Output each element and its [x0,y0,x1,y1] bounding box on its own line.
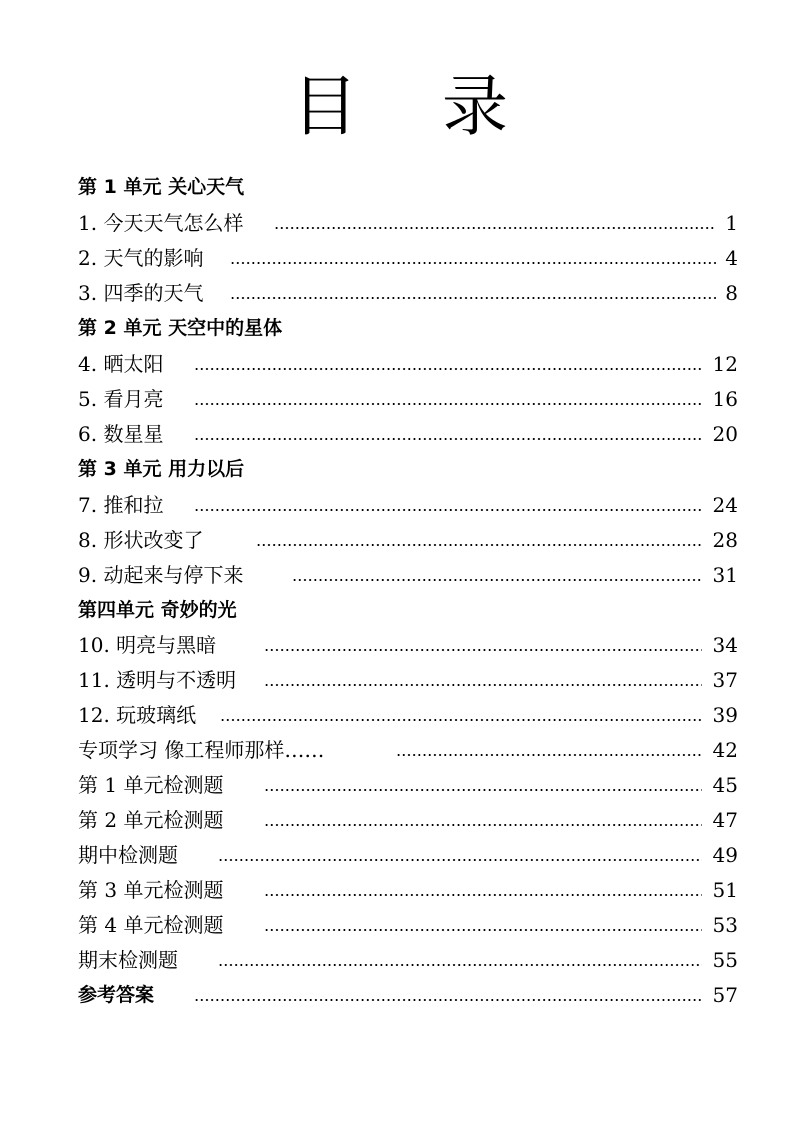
dotted-leader [194,438,702,440]
toc-unit-heading-1 [78,172,738,202]
toc-entry-2[interactable] [78,243,738,273]
dotted-leader [256,544,702,546]
toc-page-number: 55 [712,948,738,972]
toc-heading-label: 第 1 单元 关心天气 [78,176,245,198]
toc-entry-label: 参考答案 [78,984,155,1006]
dotted-leader [264,929,702,931]
toc-entry-label: 4. 晒太阳 [78,352,164,376]
toc-page-number: 37 [712,668,738,692]
toc-entry-label: 2. 天气的影响 [78,246,204,270]
toc-entry-15[interactable] [78,805,738,835]
toc-page-number: 31 [712,563,738,587]
toc-entry-label: 期末检测题 [78,948,178,972]
toc-entry-6[interactable] [78,419,738,449]
toc-entry-label: 8. 形状改变了 [78,528,204,552]
toc-unit-heading-2 [78,313,738,343]
toc-page-number: 16 [712,387,738,411]
toc-entry-20[interactable] [78,980,738,1010]
dotted-leader [264,649,702,651]
toc-page-number: 57 [712,983,738,1007]
dotted-leader [264,684,702,686]
toc-heading-label: 第 3 单元 用力以后 [78,458,245,480]
toc-entry-label: 6. 数星星 [78,422,164,446]
page-title-char-1: 目 [292,68,358,145]
toc-entry-12[interactable] [78,700,738,730]
toc-entry-3[interactable] [78,278,738,308]
toc-entry-7[interactable] [78,490,738,520]
toc-page-number: 49 [712,843,738,867]
toc-entry-label: 12. 玩玻璃纸 [78,703,197,727]
toc-entry-4[interactable] [78,349,738,379]
toc-entry-8[interactable] [78,525,738,555]
toc-page-number: 51 [712,878,738,902]
toc-page-number: 53 [712,913,738,937]
dotted-leader [220,719,702,721]
toc-page-number: 8 [725,281,738,305]
toc-page-number: 28 [712,528,738,552]
toc-entry-label: 7. 推和拉 [78,493,164,517]
toc-entry-17[interactable] [78,875,738,905]
toc-entry-label: 期中检测题 [78,843,178,867]
toc-entry-16[interactable] [78,840,738,870]
dotted-leader [194,509,702,511]
toc-entry-label: 1. 今天天气怎么样 [78,211,244,235]
toc-entry-label: 第 2 单元检测题 [78,808,224,832]
toc-heading-label: 第 2 单元 天空中的星体 [78,317,283,339]
dotted-leader [264,789,702,791]
toc-entry-label: 11. 透明与不透明 [78,668,237,692]
dotted-leader [264,824,702,826]
toc-entry-10[interactable] [78,630,738,660]
toc-page-number: 45 [712,773,738,797]
dotted-leader [230,297,716,299]
toc-entry-label: 专项学习 像工程师那样…… [78,738,325,762]
toc-entry-9[interactable] [78,560,738,590]
toc-unit-heading-4 [78,595,738,625]
toc-entry-18[interactable] [78,910,738,940]
dotted-leader [230,262,716,264]
dotted-leader [194,999,702,1001]
dotted-leader [218,964,702,966]
toc-entry-label: 第 1 单元检测题 [78,773,224,797]
toc-page-number: 1 [725,211,738,235]
dotted-leader [264,894,702,896]
toc-entry-label: 第 4 单元检测题 [78,913,224,937]
toc-page-number: 34 [712,633,738,657]
dotted-leader [194,403,702,405]
toc-page-number: 4 [725,246,738,270]
toc-entry-label: 9. 动起来与停下来 [78,563,244,587]
toc-page-number: 42 [712,738,738,762]
toc-entry-13[interactable] [78,735,738,765]
toc-entry-1[interactable] [78,208,738,238]
toc-entry-label: 10. 明亮与黑暗 [78,633,217,657]
toc-page-number: 39 [712,703,738,727]
dotted-leader [396,754,702,756]
dotted-leader [218,859,702,861]
toc-entry-label: 3. 四季的天气 [78,281,204,305]
toc-heading-label: 第四单元 奇妙的光 [78,599,237,621]
dotted-leader [274,227,716,229]
toc-page-number: 24 [712,493,738,517]
toc-page-number: 12 [712,352,738,376]
toc-page-number: 20 [712,422,738,446]
page-title-char-2: 录 [442,68,508,145]
dotted-leader [194,368,702,370]
toc-entry-5[interactable] [78,384,738,414]
dotted-leader [292,579,702,581]
toc-entry-label: 第 3 单元检测题 [78,878,224,902]
toc-entry-19[interactable] [78,945,738,975]
toc-entry-label: 5. 看月亮 [78,387,164,411]
toc-entry-11[interactable] [78,665,738,695]
toc-entry-14[interactable] [78,770,738,800]
toc-unit-heading-3 [78,454,738,484]
toc-page-number: 47 [712,808,738,832]
